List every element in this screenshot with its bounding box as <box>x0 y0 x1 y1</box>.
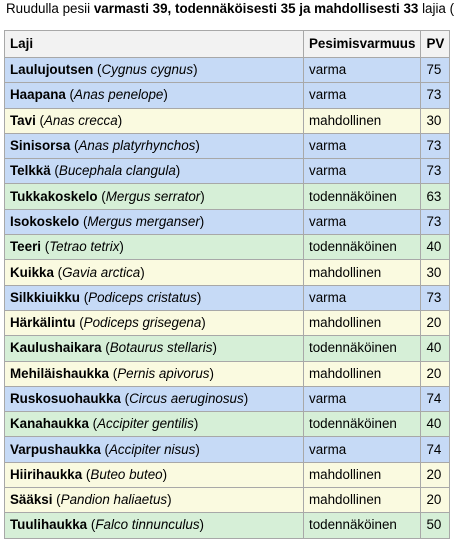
species-latin-name: Podiceps cristatus <box>88 289 197 305</box>
paren-close: ) <box>196 289 202 305</box>
paren-open: ( <box>87 517 96 533</box>
species-cell <box>5 235 304 260</box>
species-cell <box>5 310 304 335</box>
species-cell <box>5 336 304 361</box>
header-pv[interactable]: PV <box>421 31 450 58</box>
species-latin-name: Tetrao tetrix <box>49 239 120 255</box>
certainty-cell: mahdollinen <box>304 108 421 133</box>
paren-open: ( <box>82 466 91 482</box>
paren-close: ) <box>163 87 168 103</box>
paren-close: ) <box>199 213 205 229</box>
certainty-cell: varma <box>304 386 421 411</box>
species-cell <box>5 285 304 310</box>
pv-cell: 74 <box>421 437 450 462</box>
species-latin-name: Pernis apivorus <box>117 365 210 381</box>
paren-close: ) <box>212 340 217 356</box>
species-latin-name: Podiceps grisegena <box>83 315 202 331</box>
intro-bold: varmasti 39, todennäköisesti 35 ja mahdollisesti 33 <box>93 1 419 16</box>
paren-open: ( <box>120 391 130 406</box>
pv-cell: 63 <box>421 184 450 209</box>
certainty-cell: varma <box>304 159 421 184</box>
species-cell <box>5 83 304 108</box>
species-finnish-name[interactable]: Telkkä <box>10 163 51 179</box>
table-row <box>5 462 450 487</box>
species-finnish-name[interactable]: Kaulushaikara <box>10 340 102 356</box>
species-cell <box>5 437 304 462</box>
paren-close: ) <box>117 112 123 128</box>
certainty-cell: varma <box>304 209 421 234</box>
paren-open: ( <box>70 138 79 154</box>
species-finnish-name[interactable]: Kuikka <box>10 264 54 280</box>
certainty-cell: varma <box>304 83 421 108</box>
species-cell <box>5 361 304 386</box>
paren-close: ) <box>195 138 200 154</box>
species-cell <box>5 159 304 184</box>
species-table <box>4 30 450 539</box>
species-finnish-name[interactable]: Mehiläishaukka <box>10 365 109 381</box>
species-finnish-name[interactable]: Härkälintu <box>10 315 76 331</box>
species-finnish-name[interactable]: Tavi <box>10 112 36 128</box>
paren-close: ) <box>162 466 168 482</box>
table-row <box>5 58 450 83</box>
paren-open: ( <box>79 289 89 305</box>
table-row <box>5 386 450 411</box>
paren-open: ( <box>50 163 59 179</box>
species-cell <box>5 209 304 234</box>
species-finnish-name[interactable]: Ruskosuohaukka <box>10 391 121 406</box>
pv-cell: 40 <box>421 336 450 361</box>
intro-suffix: lajia ( <box>418 1 455 16</box>
paren-close: ) <box>193 62 198 78</box>
table-row <box>5 83 450 108</box>
species-cell <box>5 260 304 285</box>
species-latin-name: Falco tinnunculus <box>95 517 200 533</box>
pv-cell: 73 <box>421 159 450 184</box>
paren-close: ) <box>199 517 205 533</box>
paren-open: ( <box>52 492 61 508</box>
paren-close: ) <box>167 492 172 508</box>
species-finnish-name[interactable]: Hiirihaukka <box>10 466 83 482</box>
certainty-cell: todennäköinen <box>304 336 421 361</box>
pv-cell: 30 <box>421 108 450 133</box>
certainty-cell: mahdollinen <box>304 488 421 513</box>
species-cell <box>5 108 304 133</box>
paren-open: ( <box>109 365 118 381</box>
header-pesimisvarmuus[interactable]: Pesimisvarmuus <box>304 31 421 58</box>
table-body <box>5 58 450 539</box>
paren-close: ) <box>200 188 205 204</box>
species-latin-name: Anas platyrhynchos <box>78 138 196 154</box>
table-row <box>5 133 450 158</box>
pv-cell: 40 <box>421 412 450 437</box>
species-finnish-name[interactable]: Haapana <box>10 87 66 103</box>
pv-cell: 75 <box>421 58 450 83</box>
table-row <box>5 361 450 386</box>
paren-open: ( <box>35 112 44 128</box>
species-latin-name: Cygnus cygnus <box>101 62 194 78</box>
table-row <box>5 437 450 462</box>
pv-cell: 74 <box>421 386 450 411</box>
species-finnish-name[interactable]: Silkkiuikku <box>10 289 80 305</box>
paren-close: ) <box>209 365 214 381</box>
species-finnish-name[interactable]: Isokoskelo <box>10 213 80 229</box>
species-finnish-name[interactable]: Sinisorsa <box>10 138 71 154</box>
paren-open: ( <box>79 213 88 229</box>
species-finnish-name[interactable]: Tukkakoskelo <box>10 188 98 204</box>
table-row <box>5 513 450 538</box>
species-latin-name: Anas crecca <box>44 112 118 128</box>
table-row <box>5 159 450 184</box>
table-row <box>5 260 450 285</box>
header-laji[interactable]: Laji <box>5 31 304 58</box>
certainty-cell: varma <box>304 437 421 462</box>
pv-cell: 73 <box>421 209 450 234</box>
certainty-cell: mahdollinen <box>304 361 421 386</box>
paren-open: ( <box>75 315 84 331</box>
table-row <box>5 184 450 209</box>
paren-open: ( <box>100 441 109 457</box>
certainty-cell: varma <box>304 133 421 158</box>
pv-cell: 73 <box>421 83 450 108</box>
pv-cell: 30 <box>421 260 450 285</box>
paren-close: ) <box>195 441 200 457</box>
paren-open: ( <box>53 264 63 280</box>
species-finnish-name[interactable]: Varpushaukka <box>10 441 101 457</box>
paren-close: ) <box>140 264 145 280</box>
species-latin-name: Buteo buteo <box>90 466 163 482</box>
species-latin-name: Mergus merganser <box>87 213 200 229</box>
species-latin-name: Anas penelope <box>74 87 164 103</box>
paren-close: ) <box>193 416 199 432</box>
table-row <box>5 336 450 361</box>
species-cell <box>5 462 304 487</box>
certainty-cell: todennäköinen <box>304 184 421 209</box>
paren-open: ( <box>88 416 98 432</box>
table-row <box>5 108 450 133</box>
table-row <box>5 310 450 335</box>
species-latin-name: Accipiter nisus <box>109 441 196 457</box>
paren-open: ( <box>93 62 102 78</box>
paren-open: ( <box>101 340 110 356</box>
paren-close: ) <box>175 163 181 179</box>
species-cell <box>5 513 304 538</box>
certainty-cell: mahdollinen <box>304 260 421 285</box>
species-cell <box>5 58 304 83</box>
paren-open: ( <box>41 239 50 255</box>
paren-open: ( <box>65 87 75 103</box>
table-row <box>5 488 450 513</box>
species-cell <box>5 488 304 513</box>
species-finnish-name[interactable]: Sääksi <box>10 492 53 508</box>
species-latin-name: Mergus serrator <box>105 188 201 204</box>
species-cell <box>5 133 304 158</box>
intro-prefix: Ruudulla pesii <box>6 1 94 16</box>
pv-cell: 50 <box>421 513 450 538</box>
certainty-cell: varma <box>304 285 421 310</box>
table-row <box>5 209 450 234</box>
table-row <box>5 285 450 310</box>
table-row <box>5 235 450 260</box>
pv-cell: 20 <box>421 462 450 487</box>
certainty-cell: mahdollinen <box>304 462 421 487</box>
species-latin-name: Accipiter gentilis <box>97 416 194 432</box>
pv-cell: 20 <box>421 488 450 513</box>
paren-close: ) <box>243 391 249 406</box>
intro-text <box>6 0 465 22</box>
species-latin-name: Circus aeruginosus <box>129 391 244 406</box>
species-cell <box>5 412 304 437</box>
certainty-cell: todennäköinen <box>304 513 421 538</box>
paren-close: ) <box>119 239 124 255</box>
pv-cell: 73 <box>421 285 450 310</box>
certainty-cell: todennäköinen <box>304 412 421 437</box>
pv-cell: 20 <box>421 310 450 335</box>
table-header-row <box>5 31 450 58</box>
species-latin-name: Pandion haliaetus <box>60 492 168 508</box>
pv-cell: 20 <box>421 361 450 386</box>
species-latin-name: Gavia arctica <box>62 264 141 280</box>
pv-cell: 40 <box>421 235 450 260</box>
table-row <box>5 412 450 437</box>
certainty-cell: todennäköinen <box>304 235 421 260</box>
species-finnish-name[interactable]: Kanahaukka <box>10 416 89 432</box>
paren-open: ( <box>97 188 106 204</box>
species-finnish-name[interactable]: Tuulihaukka <box>10 517 88 533</box>
species-finnish-name[interactable]: Laulujoutsen <box>10 62 94 78</box>
pv-cell: 73 <box>421 133 450 158</box>
species-finnish-name[interactable]: Teeri <box>10 239 42 255</box>
species-cell <box>5 184 304 209</box>
species-cell <box>5 386 304 411</box>
species-latin-name: Bucephala clangula <box>58 163 176 179</box>
paren-close: ) <box>201 315 206 331</box>
species-latin-name: Botaurus stellaris <box>109 340 213 356</box>
certainty-cell: mahdollinen <box>304 310 421 335</box>
certainty-cell: varma <box>304 58 421 83</box>
